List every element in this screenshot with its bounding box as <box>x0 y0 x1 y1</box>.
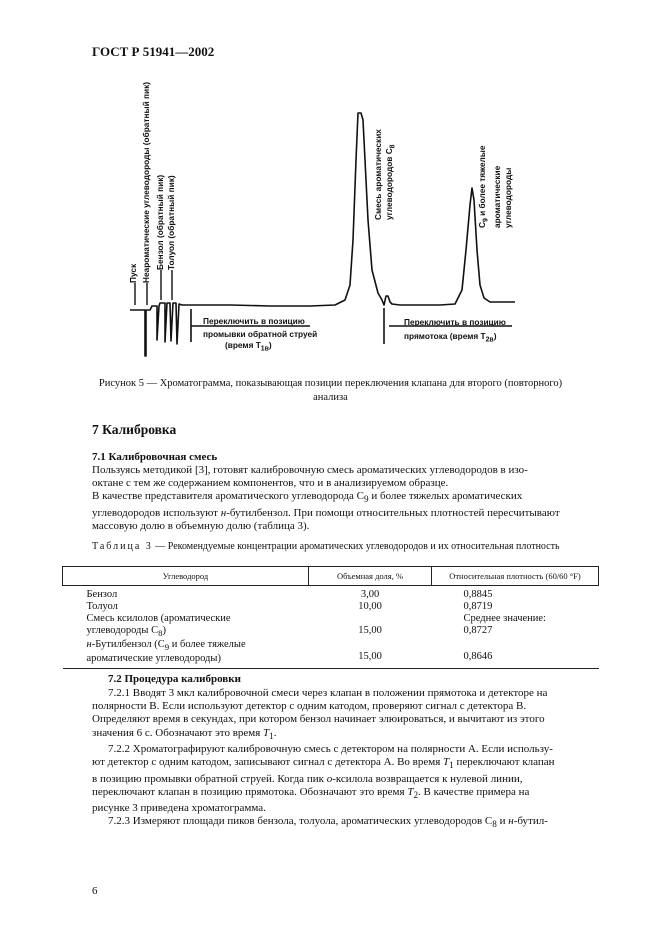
label-c9-heavy: $C_9$ и более тяжелые ароматические углеводороды <box>477 145 513 228</box>
label-start: Пуск <box>128 263 138 283</box>
section-7-2-title: 7.2 Процедура калибровки <box>108 673 241 685</box>
col-header-volume: Объемная доля, % <box>309 567 432 586</box>
document-header: ГОСТ Р 51941—2002 <box>92 44 215 59</box>
switch-forward-label: Переключить в позицию прямотока (время $T_{2в}$) <box>404 317 506 344</box>
section-7-2-body: 7.2.1 Вводят 3 мкл калибровочной смеси через клапан в положении прямотока и детекторе на полярности B. Если используют детектор с одним катодом, проверяют сигнал с детектора B. Определяют время в секундах, при котором бензол начинает элюироваться, и вычитают из этого значения 6 с. Обозначают это время $T_1$. 7.2.2 Хроматографируют калибровочную смесь с детектором на полярности A. Если использу- ют детектор с одним катодом, записывают сигнал с детектора A. Во время $T_1$ переключают клапан в позицию промывки обратной струей. Когда пик о-ксилола возвращается к нулевой линии, переключают клапан в позицию прямотока. Обозначают это время $T_2$. В качестве примера на рисунке 3 приведена хроматограмма. 7.2.3 Измеряют площади пиков бензола, толуола, ароматических углеводородов $C_8$ и н-бутил- <box>92 687 555 830</box>
label-benzene: Бензол (обратный пик) <box>155 174 165 270</box>
page-number: 6 <box>92 885 98 897</box>
label-aromatic-mix: Смесь ароматических углеводородов $C_8$ <box>373 129 397 220</box>
col-header-hydrocarbon: Углеводород <box>63 567 309 586</box>
section-7-1-title: 7.1 Калибровочная смесь <box>92 451 218 463</box>
table-3-title: Таблица 3 — Рекомендуемые концентрации ароматических углеводородов и их относительная плотность <box>92 541 560 552</box>
figure-caption: Рисунок 5 — Хроматограмма, показывающая позиции переключения клапана для второго (повторного) анализа <box>98 378 563 403</box>
table-3: Углеводород Объемная доля, % Относительная плотность (60/60 °F) Бензол 3,00 0,8845 Толуол 10,00 0,8719 Смесь ксилолов (ароматические углеводороды $C_8$) 15,00 Среднее значение: 0,8727 н-Бутилбензол ($C_9$ и более тяжелые ароматические углеводороды) 15,00 0,8646 <box>62 566 599 669</box>
label-nonaromatic: Неароматические углеводороды (обратный пик) <box>141 81 151 283</box>
switch-backflush-label: Переключить в позицию промывки обратной струей (время $T_{1в}$) <box>203 316 318 353</box>
label-toluene: Толуол (обратный пик) <box>166 175 176 270</box>
chromatogram-figure <box>0 0 661 375</box>
section-7-1-body: Пользуясь методикой [3], готовят калибровочную смесь ароматических углеводородов в изо- октане с тем же содержанием компонентов, что и в анализируемом образце. В качестве представителя ароматического углеводорода $C_9$ и более тяжелых ароматических углеводородов используют н-бутилбензол. При помощи относительных плотностей пересчитывают массовую долю в объемную долю (таблица 3). <box>92 464 560 532</box>
col-header-density: Относительная плотность (60/60 °F) <box>432 567 599 586</box>
section-7-title: 7 Калибровка <box>92 422 177 437</box>
